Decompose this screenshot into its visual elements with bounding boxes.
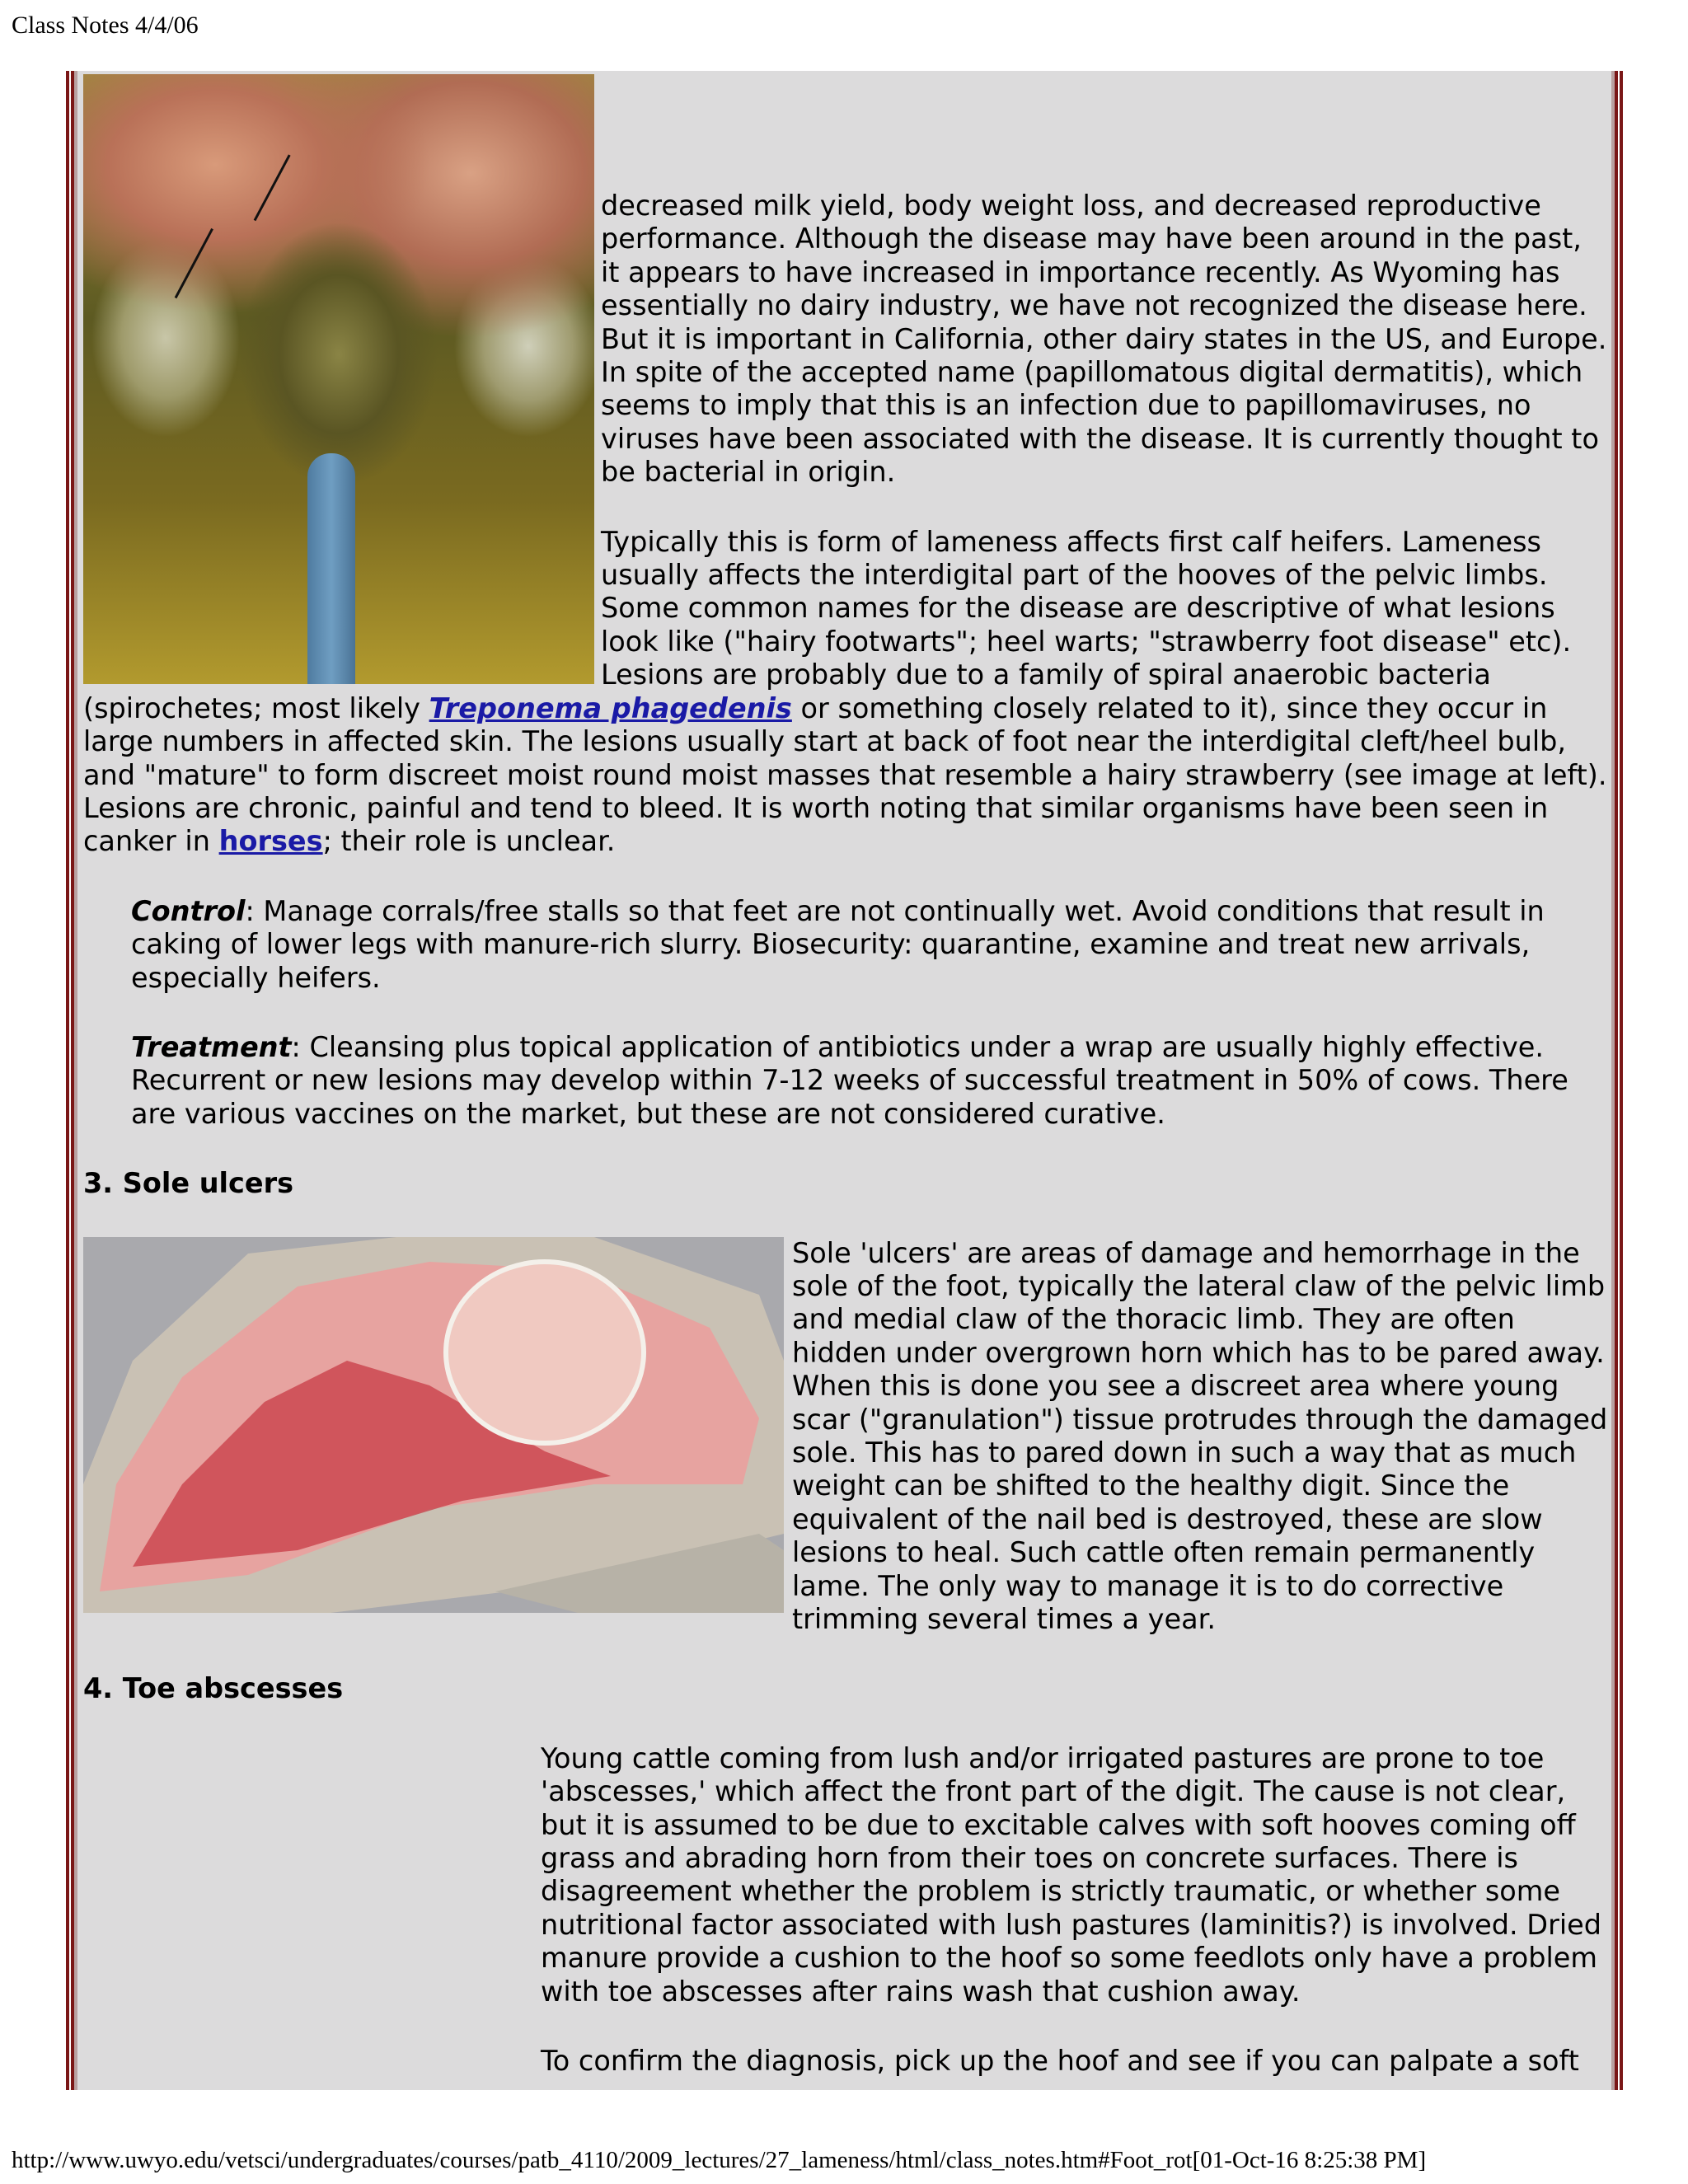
content-panel (77, 71, 1611, 2090)
treatment-paragraph: Treatment: Cleansing plus topical application of antibiotics under a wrap are usually highly effective. Recurrent or new lesions may develop within 7-12 weeks of successful treatment in 50% of cows. There are various vaccines on the market, but these are not considered curative. (131, 1030, 1568, 1130)
treponema-link[interactable]: Treponema phagedenis (429, 691, 792, 724)
article-body (83, 74, 1608, 2090)
toe-abscesses-block (541, 1742, 1608, 2079)
print-header: Class Notes 4/4/06 (12, 12, 199, 39)
control-label: Control (131, 894, 246, 927)
control-paragraph: Control: Manage corrals/free stalls so that feet are not continually wet. Avoid conditions that result in caking of lower legs with manure-rich slurry. Biosecurity: quarantine, examine and treat new arrivals, especially heifers. (131, 894, 1545, 994)
dermatitis-paragraph-1: decreased milk yield, body weight loss, and decreased reproductive performance. Although the disease may have been around in the past, it appears to have increased in importance recently. As Wyoming has essentially no dairy industry, we have not recognized the disease here. But it is important in California, other dairy states in the US, and Europe. In spite of the accepted name (papillomatous digital dermatitis), which seems to imply that this is an infection due to papillomaviruses, no viruses have been associated with the disease. It is currently thought to be bacterial in origin. (601, 190, 1607, 489)
arrow-mark (254, 154, 291, 221)
page-border-left (66, 71, 77, 2090)
print-footer-url: http://www.uwyo.edu/vetsci/undergraduates/courses/patb_4110/2009_lectures/27_lameness/html/class_notes.htm#Foot_rot[01-Oct-16 8:25:38 PM] (12, 2147, 1427, 2173)
horses-link[interactable]: horses (218, 825, 323, 858)
digital-dermatitis-image (83, 74, 594, 684)
sole-ulcers-heading: 3. Sole ulcers (83, 1167, 294, 1200)
toe-abscesses-heading: 4. Toe abscesses (83, 1672, 344, 1705)
arrow-mark (175, 228, 213, 298)
toe-abscesses-paragraph-1: Young cattle coming from lush and/or irrigated pastures are prone to toe 'abscesses,' which affect the front part of the digit. The cause is not clear, but it is assumed to be due to excitable calves with soft hooves coming off grass and abrading horn from their toes on concrete surfaces. There is disagreement whether the problem is strictly traumatic, or whether some nutritional factor associated with lush pastures (laminitis?) is involved. Dried manure provide a cushion to the hoof so some feedlots only have a problem with toe abscesses after rains wash that cushion away. (541, 1741, 1602, 2008)
treatment-label: Treatment (131, 1030, 292, 1063)
teat-shape (307, 453, 355, 684)
toe-abscesses-paragraph-2: To confirm the diagnosis, pick up the hoof and see if you can palpate a soft (541, 2045, 1579, 2078)
page-border-right (1611, 71, 1623, 2090)
dermatitis-paragraph-2: Typically this is form of lameness affects first calf heifers. Lameness usually affects the interdigital part of the hooves of the pelvic limbs. Some common names for the disease are descriptive of what lesions look like ("hairy footwarts"; heel warts; "strawberry foot disease" etc). Lesions are probably due to a family of spiral anaerobic bacteria (spirochetes; most likely Treponema phagedenis or something closely related to it), since they occur in large numbers in affected skin. The lesions usually start at back of foot near the interdigital cleft/heel bulb, and "mature" to form discreet moist round moist masses that resemble a hairy strawberry (see image at left). Lesions are chronic, painful and tend to bleed. It is worth noting that similar organisms have been seen in canker in horses; their role is unclear. (83, 525, 1607, 858)
sole-ulcer-image (83, 1237, 784, 1613)
sole-ulcers-text: Sole 'ulcers' are areas of damage and hemorrhage in the sole of the foot, typically the lateral claw of the pelvic limb and medial claw of the thoracic limb. They are often hidden under overgrown horn which has to be pared away. When this is done you see a discreet area where young scar ("granulation") tissue protrudes through the damaged sole. This has to pared down in such a way that as much weight can be shifted to the healthy digit. Since the equivalent of the nail bed is destroyed, these are slow lesions to heal. Such cattle often remain permanently lame. The only way to manage it is to do corrective trimming several times a year. (792, 1236, 1608, 1636)
